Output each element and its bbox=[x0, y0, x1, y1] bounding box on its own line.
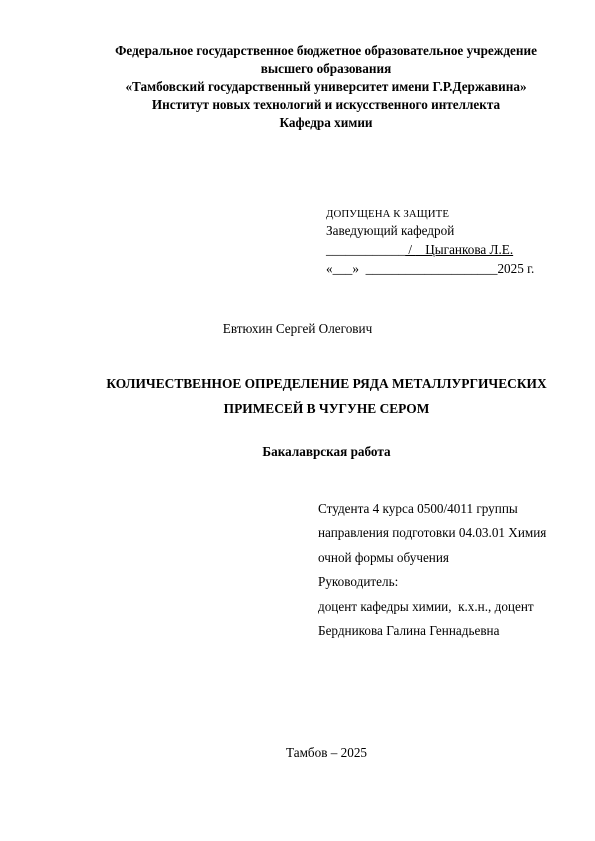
approval-caption: ДОПУЩЕНА К ЗАЩИТЕ bbox=[326, 208, 450, 220]
student-info-block bbox=[318, 497, 546, 643]
city-year: Тамбов – 2025 bbox=[285, 745, 368, 760]
institution-header bbox=[60, 42, 592, 132]
title-line-1: КОЛИЧЕСТВЕННОЕ ОПРЕДЕЛЕНИЕ РЯДА МЕТАЛЛУРГИЧЕСКИХ bbox=[106, 376, 547, 391]
header-line-4: Институт новых технологий и искусственного интеллекта bbox=[151, 97, 501, 112]
student-line-1: Студента 4 курса 0500/4011 группы bbox=[318, 501, 518, 516]
date-day: «___» bbox=[326, 261, 366, 276]
author-name: Евтюхин Сергей Олегович bbox=[222, 321, 373, 336]
signature-separator: / bbox=[405, 242, 416, 257]
head-of-department-name: Цыганкова Л.Е. bbox=[415, 242, 514, 257]
student-line-4: Руководитель: bbox=[318, 574, 399, 590]
approval-date-line bbox=[326, 259, 534, 278]
work-type: Бакалаврская работа bbox=[262, 444, 391, 459]
title-line-2: ПРИМЕСЕЙ В ЧУГУНЕ СЕРОМ bbox=[223, 401, 430, 416]
student-line-6: Бердникова Галина Геннадьевна bbox=[318, 623, 500, 639]
date-year: 2025 г. bbox=[497, 261, 535, 276]
signature-blank: ____________ bbox=[326, 242, 406, 257]
date-blank: ____________________ bbox=[365, 261, 498, 276]
approval-block bbox=[326, 207, 534, 278]
header-line-2: высшего образования bbox=[260, 61, 392, 76]
signature-line bbox=[326, 240, 534, 259]
header-line-3: «Тамбовский государственный университет имени Г.Р.Державина» bbox=[125, 79, 527, 94]
thesis-title bbox=[0, 371, 595, 421]
approval-position: Заведующий кафедрой bbox=[326, 223, 455, 238]
header-line-1: Федеральное государственное бюджетное образовательное учреждение bbox=[115, 43, 537, 58]
student-line-3: очной формы обучения bbox=[318, 549, 449, 565]
student-line-5: доцент кафедры химии, к.х.н., доцент bbox=[318, 598, 534, 614]
header-line-5: Кафедра химии bbox=[279, 115, 373, 130]
student-line-2: направления подготовки 04.03.01 Химия bbox=[318, 525, 547, 541]
